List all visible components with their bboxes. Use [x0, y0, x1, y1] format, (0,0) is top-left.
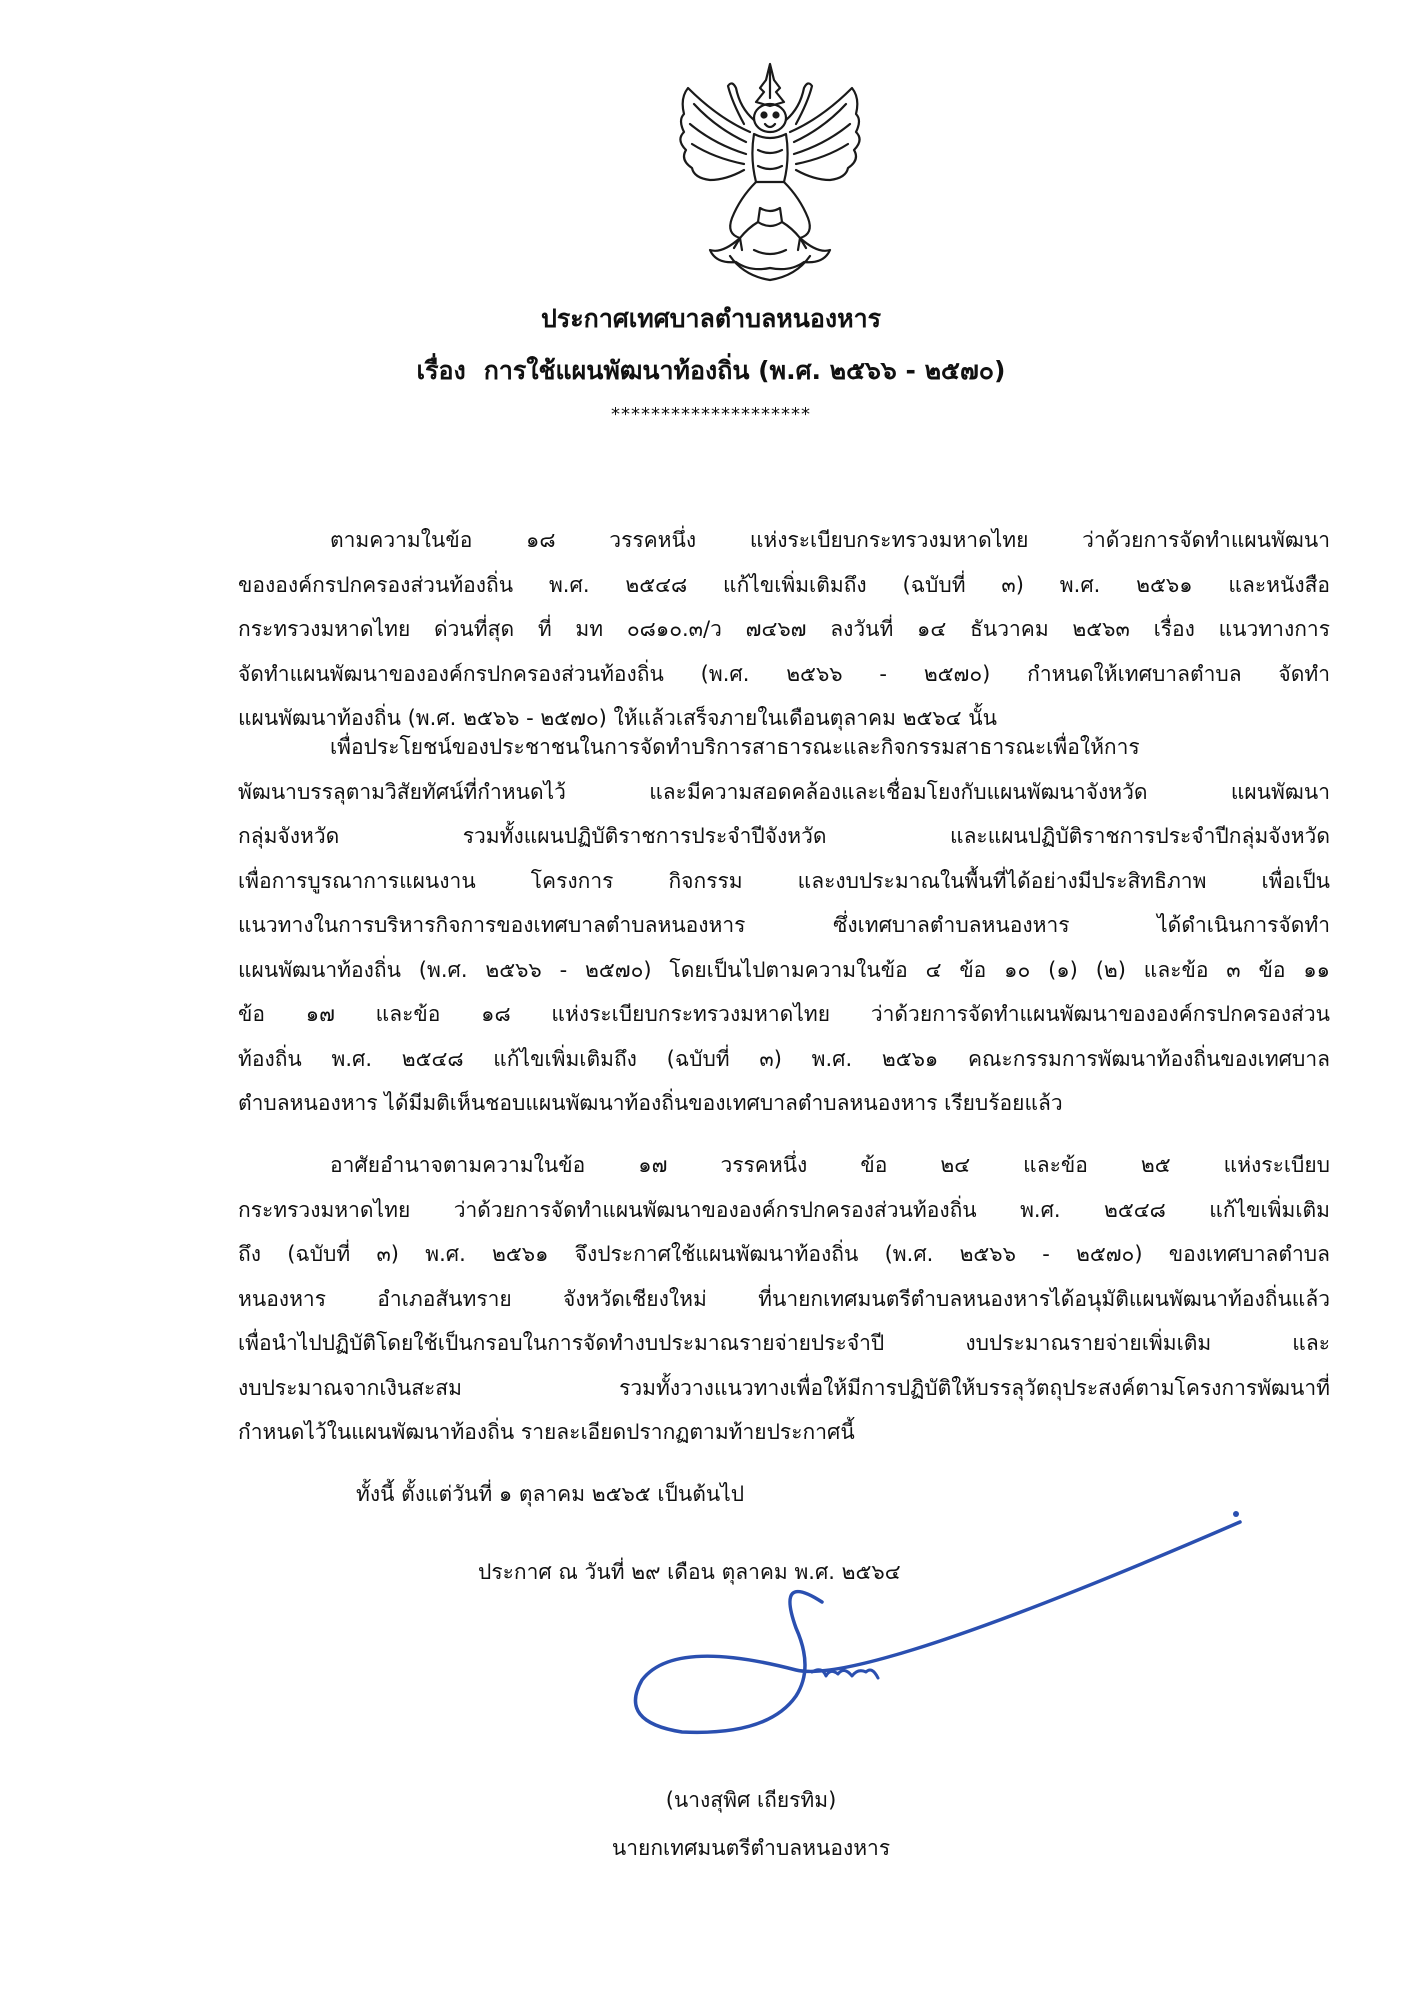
subject-text: การใช้แผนพัฒนาท้องถิ่น (พ.ศ. ๒๕๖๖ - ๒๕๗๐): [483, 356, 1006, 385]
signer-name: (นางสุพิศ เถียรทิม): [665, 1788, 837, 1812]
paragraph-line: ตำบลหนองหาร ได้มีมติเห็นชอบแผนพัฒนาท้องถิ่นของเทศบาลตำบลหนองหาร เรียบร้อยแล้ว: [238, 1091, 1063, 1115]
paragraph-line: กระทรวงมหาดไทย ด่วนที่สุด ที่ มท ๐๘๑๐.๓/ว ๗๔๖๗ ลงวันที่ ๑๔ ธันวาคม ๒๕๖๓ เรื่อง แนวทางการ: [238, 617, 1330, 641]
paragraph-line: เพื่อนำไปปฏิบัติโดยใช้เป็นกรอบในการจัดทำงบประมาณรายจ่ายประจำปี งบประมาณรายจ่ายเพิ่มเติม และ: [238, 1331, 1330, 1355]
announcement-subject: [0, 352, 1422, 390]
paragraph-line: งบประมาณจากเงินสะสม รวมทั้งวางแนวทางเพื่อให้มีการปฏิบัติให้บรรลุวัตถุประสงค์ตามโครงการพัฒนาที่: [238, 1375, 1330, 1400]
paragraph-1: [238, 518, 1330, 741]
signer-position: นายกเทศมนตรีตำบลหนองหาร: [611, 1836, 891, 1860]
paragraph-line: ขององค์กรปกครองส่วนท้องถิ่น พ.ศ. ๒๕๔๘ แก้ไขเพิ่มเติมถึง (ฉบับที่ ๓) พ.ศ. ๒๕๖๑ และหนังสือ: [238, 572, 1330, 597]
paragraph-line: กำหนดไว้ในแผนพัฒนาท้องถิ่น รายละเอียดปรากฏตามท้ายประกาศนี้: [238, 1420, 855, 1444]
announcement-date: ประกาศ ณ วันที่ ๒๙ เดือน ตุลาคม พ.ศ. ๒๕๖๔: [478, 1560, 901, 1584]
paragraph-line: ตามความในข้อ ๑๘ วรรคหนึ่ง แห่งระเบียบกระทรวงมหาดไทย ว่าด้วยการจัดทำแผนพัฒนา: [330, 528, 1330, 552]
handwritten-signature: [600, 1500, 1260, 1760]
paragraph-line: เพื่อการบูรณาการแผนงาน โครงการ กิจกรรม และงบประมาณในพื้นที่ได้อย่างมีประสิทธิภาพ เพื่อเป็น: [238, 868, 1330, 893]
paragraph-line: กระทรวงมหาดไทย ว่าด้วยการจัดทำแผนพัฒนาขององค์กรปกครองส่วนท้องถิ่น พ.ศ. ๒๕๔๘ แก้ไขเพิ่มเติม: [238, 1197, 1330, 1222]
paragraph-line: กลุ่มจังหวัด รวมทั้งแผนปฏิบัติราชการประจำปีจังหวัด และแผนปฏิบัติราชการประจำปีกลุ่มจังหวัด: [238, 824, 1330, 848]
subject-label: เรื่อง: [416, 356, 466, 385]
paragraph-line: หนองหาร อำเภอสันทราย จังหวัดเชียงใหม่ ที่นายกเทศมนตรีตำบลหนองหารได้อนุมัติแผนพัฒนาท้องถิ่นแล้ว: [238, 1286, 1330, 1311]
paragraph-line: อาศัยอำนาจตามความในข้อ ๑๗ วรรคหนึ่ง ข้อ ๒๔ และข้อ ๒๕ แห่งระเบียบ: [330, 1153, 1330, 1177]
paragraph-line: ข้อ ๑๗ และข้อ ๑๘ แห่งระเบียบกระทรวงมหาดไทย ว่าด้วยการจัดทำแผนพัฒนาขององค์กรปกครองส่วน: [238, 1002, 1330, 1026]
paragraph-2: [238, 725, 1330, 1126]
paragraph-line: จัดทำแผนพัฒนาขององค์กรปกครองส่วนท้องถิ่น (พ.ศ. ๒๕๖๖ - ๒๕๗๐) กำหนดให้เทศบาลตำบล จัดทำ: [238, 661, 1330, 686]
paragraph-line: แผนพัฒนาท้องถิ่น (พ.ศ. ๒๕๖๖ - ๒๕๗๐) โดยเป็นไปตามความในข้อ ๔ ข้อ ๑๐ (๑) (๒) และข้อ ๓ ข้อ ๑๑: [238, 957, 1330, 982]
paragraph-3: [238, 1143, 1330, 1455]
separator-line: ********************: [611, 404, 811, 425]
effective-date-statement: ทั้งนี้ ตั้งแต่วันที่ ๑ ตุลาคม ๒๕๖๕ เป็นต้นไป: [356, 1482, 745, 1506]
paragraph-line: แผนพัฒนาท้องถิ่น (พ.ศ. ๒๕๖๖ - ๒๕๗๐) ให้แล้วเสร็จภายในเดือนตุลาคม ๒๕๖๔ นั้น: [238, 706, 997, 730]
paragraph-line: พัฒนาบรรลุตามวิสัยทัศน์ที่กำหนดไว้ และมีความสอดคล้องและเชื่อมโยงกับแผนพัฒนาจังหวัด แผนพัฒนา: [238, 779, 1330, 804]
announcement-title: ประกาศเทศบาลตำบลหนองหาร: [540, 304, 882, 333]
paragraph-line: ถึง (ฉบับที่ ๓) พ.ศ. ๒๕๖๑ จึงประกาศใช้แผนพัฒนาท้องถิ่น (พ.ศ. ๒๕๖๖ - ๒๕๗๐) ของเทศบาลตำบล: [238, 1242, 1330, 1266]
garuda-emblem-icon: [670, 58, 870, 288]
paragraph-line: ท้องถิ่น พ.ศ. ๒๕๔๘ แก้ไขเพิ่มเติมถึง (ฉบับที่ ๓) พ.ศ. ๒๕๖๑ คณะกรรมการพัฒนาท้องถิ่นของเทศบาล: [238, 1046, 1330, 1071]
paragraph-line: แนวทางในการบริหารกิจการของเทศบาลตำบลหนองหาร ซึ่งเทศบาลตำบลหนองหาร ได้ดำเนินการจัดทำ: [238, 913, 1330, 937]
paragraph-line: เพื่อประโยชน์ของประชาชนในการจัดทำบริการสาธารณะและกิจกรรมสาธารณะเพื่อให้การ: [330, 735, 1140, 759]
